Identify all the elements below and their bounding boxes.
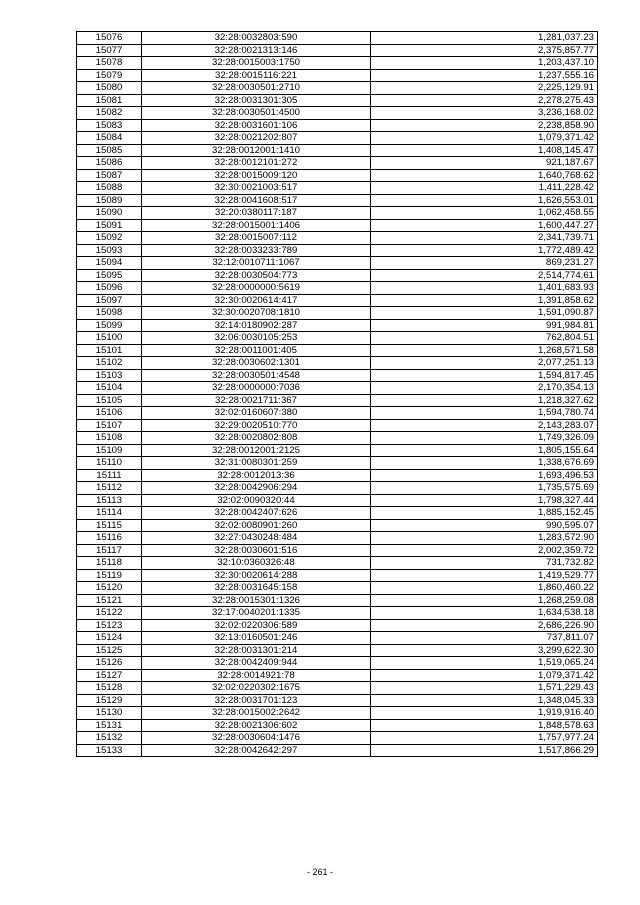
amount-cell: 2,170,354.13: [371, 382, 598, 395]
parcel-number-cell: 32:28:0021313:146: [142, 44, 371, 57]
table-row: [77, 544, 598, 557]
row-id-cell: 15093: [77, 244, 142, 257]
row-id-cell: 15087: [77, 169, 142, 182]
amount-cell: 1,348,045.33: [371, 694, 598, 707]
table-row: [77, 319, 598, 332]
table-row: [77, 269, 598, 282]
parcel-number-cell: 32:28:0012013:36: [142, 469, 371, 482]
row-id-cell: 15101: [77, 344, 142, 357]
row-id-cell: 15083: [77, 119, 142, 132]
row-id-cell: 15091: [77, 219, 142, 232]
amount-cell: 1,338,676.69: [371, 457, 598, 470]
amount-cell: 2,238,858.90: [371, 119, 598, 132]
table-row: [77, 582, 598, 595]
table-row: [77, 382, 598, 395]
row-id-cell: 15098: [77, 307, 142, 320]
row-id-cell: 15096: [77, 282, 142, 295]
table-row: [77, 369, 598, 382]
table-row: [77, 432, 598, 445]
parcel-number-cell: 32:28:0030501:2710: [142, 82, 371, 95]
parcel-number-cell: 32:28:0015002:2642: [142, 707, 371, 720]
row-id-cell: 15132: [77, 732, 142, 745]
parcel-number-cell: 32:28:0031301:305: [142, 94, 371, 107]
parcel-number-cell: 32:12:0010711:1067: [142, 257, 371, 270]
amount-cell: 1,594,817.45: [371, 369, 598, 382]
row-id-cell: 15123: [77, 619, 142, 632]
table-row: [77, 494, 598, 507]
parcel-number-cell: 32:20:0380117:187: [142, 207, 371, 220]
table-row: [77, 44, 598, 57]
amount-cell: 1,735,575.69: [371, 482, 598, 495]
amount-cell: 1,237,555.16: [371, 69, 598, 82]
amount-cell: 1,079,371.42: [371, 132, 598, 145]
amount-cell: 990,595.07: [371, 519, 598, 532]
amount-cell: 2,143,283.07: [371, 419, 598, 432]
row-id-cell: 15126: [77, 657, 142, 670]
table-row: [77, 257, 598, 270]
amount-cell: 1,519,065.24: [371, 657, 598, 670]
table-row: [77, 732, 598, 745]
ledger-table: [76, 31, 598, 757]
row-id-cell: 15108: [77, 432, 142, 445]
table-row: [77, 219, 598, 232]
parcel-number-cell: 32:28:0030504:773: [142, 269, 371, 282]
parcel-number-cell: 32:02:0090320:44: [142, 494, 371, 507]
amount-cell: 1,640,768.62: [371, 169, 598, 182]
parcel-number-cell: 32:30:0020708:1810: [142, 307, 371, 320]
amount-cell: 1,594,780.74: [371, 407, 598, 420]
row-id-cell: 15089: [77, 194, 142, 207]
amount-cell: 1,268,259.08: [371, 594, 598, 607]
amount-cell: 2,686,226.90: [371, 619, 598, 632]
parcel-number-cell: 32:28:0021306:602: [142, 719, 371, 732]
row-id-cell: 15111: [77, 469, 142, 482]
table-row: [77, 644, 598, 657]
parcel-number-cell: 32:28:0031701:123: [142, 694, 371, 707]
parcel-number-cell: 32:28:0015007:112: [142, 232, 371, 245]
parcel-number-cell: 32:28:0000000:5619: [142, 282, 371, 295]
amount-cell: 1,079,371.42: [371, 669, 598, 682]
table-row: [77, 169, 598, 182]
parcel-number-cell: 32:28:0012001:1410: [142, 144, 371, 157]
amount-cell: 1,749,326.09: [371, 432, 598, 445]
amount-cell: 1,798,327.44: [371, 494, 598, 507]
amount-cell: 1,517,866.29: [371, 744, 598, 757]
amount-cell: 1,772,489.42: [371, 244, 598, 257]
parcel-number-cell: 32:28:0015003:1750: [142, 57, 371, 70]
amount-cell: 1,571,229.43: [371, 682, 598, 695]
row-id-cell: 15103: [77, 369, 142, 382]
parcel-number-cell: 32:27:0430248:484: [142, 532, 371, 545]
row-id-cell: 15114: [77, 507, 142, 520]
amount-cell: 1,062,458.55: [371, 207, 598, 220]
parcel-number-cell: 32:28:0031601:106: [142, 119, 371, 132]
row-id-cell: 15094: [77, 257, 142, 270]
amount-cell: 1,757,977.24: [371, 732, 598, 745]
amount-cell: 1,919,916.40: [371, 707, 598, 720]
row-id-cell: 15118: [77, 557, 142, 570]
parcel-number-cell: 32:28:0030602:1301: [142, 357, 371, 370]
parcel-number-cell: 32:28:0000000:7036: [142, 382, 371, 395]
row-id-cell: 15078: [77, 57, 142, 70]
row-id-cell: 15085: [77, 144, 142, 157]
row-id-cell: 15088: [77, 182, 142, 195]
row-id-cell: 15086: [77, 157, 142, 170]
table-row: [77, 144, 598, 157]
amount-cell: 1,634,538.18: [371, 607, 598, 620]
row-id-cell: 15082: [77, 107, 142, 120]
table-row: [77, 507, 598, 520]
table-row: [77, 307, 598, 320]
table-row: [77, 519, 598, 532]
amount-cell: 2,278,275.43: [371, 94, 598, 107]
row-id-cell: 15127: [77, 669, 142, 682]
row-id-cell: 15129: [77, 694, 142, 707]
row-id-cell: 15104: [77, 382, 142, 395]
table-row: [77, 357, 598, 370]
parcel-number-cell: 32:28:0015009:120: [142, 169, 371, 182]
row-id-cell: 15095: [77, 269, 142, 282]
row-id-cell: 15130: [77, 707, 142, 720]
parcel-number-cell: 32:28:0012101:272: [142, 157, 371, 170]
table-row: [77, 594, 598, 607]
parcel-number-cell: 32:17:0040201:1335: [142, 607, 371, 620]
table-row: [77, 207, 598, 220]
parcel-number-cell: 32:28:0030501:4500: [142, 107, 371, 120]
row-id-cell: 15081: [77, 94, 142, 107]
row-id-cell: 15110: [77, 457, 142, 470]
amount-cell: 2,002,359.72: [371, 544, 598, 557]
row-id-cell: 15115: [77, 519, 142, 532]
table-row: [77, 82, 598, 95]
amount-cell: 1,281,037.23: [371, 32, 598, 45]
amount-cell: 2,375,857.77: [371, 44, 598, 57]
row-id-cell: 15107: [77, 419, 142, 432]
parcel-number-cell: 32:02:0080901:260: [142, 519, 371, 532]
parcel-number-cell: 32:28:0041608:517: [142, 194, 371, 207]
table-row: [77, 482, 598, 495]
parcel-number-cell: 32:28:0042906:294: [142, 482, 371, 495]
row-id-cell: 15116: [77, 532, 142, 545]
row-id-cell: 15117: [77, 544, 142, 557]
parcel-number-cell: 32:28:0021202:807: [142, 132, 371, 145]
amount-cell: 869,231.27: [371, 257, 598, 270]
page-number: - 261 -: [306, 867, 333, 877]
table-row: [77, 132, 598, 145]
amount-cell: 1,885,152.45: [371, 507, 598, 520]
row-id-cell: 15099: [77, 319, 142, 332]
row-id-cell: 15122: [77, 607, 142, 620]
row-id-cell: 15124: [77, 632, 142, 645]
table-row: [77, 332, 598, 345]
amount-cell: 1,591,090.87: [371, 307, 598, 320]
table-row: [77, 532, 598, 545]
parcel-number-cell: 32:28:0031301:214: [142, 644, 371, 657]
table-row: [77, 244, 598, 257]
table-row: [77, 344, 598, 357]
table-row: [77, 282, 598, 295]
row-id-cell: 15097: [77, 294, 142, 307]
amount-cell: 1,848,578.63: [371, 719, 598, 732]
table-row: [77, 419, 598, 432]
parcel-number-cell: 32:06:0030105:253: [142, 332, 371, 345]
table-row: [77, 407, 598, 420]
parcel-number-cell: 32:28:0012001:2125: [142, 444, 371, 457]
parcel-number-cell: 32:02:0220302:1675: [142, 682, 371, 695]
table-row: [77, 569, 598, 582]
row-id-cell: 15112: [77, 482, 142, 495]
table-row: [77, 32, 598, 45]
table-row: [77, 469, 598, 482]
parcel-number-cell: 32:30:0021003:517: [142, 182, 371, 195]
parcel-number-cell: 32:28:0030501:4548: [142, 369, 371, 382]
amount-cell: 1,626,553.01: [371, 194, 598, 207]
parcel-number-cell: 32:10:0360326:48: [142, 557, 371, 570]
table-row: [77, 619, 598, 632]
row-id-cell: 15128: [77, 682, 142, 695]
row-id-cell: 15079: [77, 69, 142, 82]
amount-cell: 3,299,622.30: [371, 644, 598, 657]
amount-cell: 1,268,571.58: [371, 344, 598, 357]
row-id-cell: 15076: [77, 32, 142, 45]
table-row: [77, 57, 598, 70]
table-row: [77, 194, 598, 207]
parcel-number-cell: 32:28:0030601:516: [142, 544, 371, 557]
amount-cell: 2,341,739.71: [371, 232, 598, 245]
amount-cell: 3,236,168.02: [371, 107, 598, 120]
amount-cell: 731,732.82: [371, 557, 598, 570]
amount-cell: 1,693,496.53: [371, 469, 598, 482]
table-row: [77, 69, 598, 82]
row-id-cell: 15106: [77, 407, 142, 420]
table-row: [77, 707, 598, 720]
parcel-number-cell: 32:28:0042407:626: [142, 507, 371, 520]
parcel-number-cell: 32:30:0020614:288: [142, 569, 371, 582]
amount-cell: 1,600,447.27: [371, 219, 598, 232]
row-id-cell: 15113: [77, 494, 142, 507]
amount-cell: 1,805,155.64: [371, 444, 598, 457]
parcel-number-cell: 32:28:0032803:590: [142, 32, 371, 45]
parcel-number-cell: 32:28:0015001:1406: [142, 219, 371, 232]
amount-cell: 2,077,251.13: [371, 357, 598, 370]
row-id-cell: 15121: [77, 594, 142, 607]
amount-cell: 991,984.81: [371, 319, 598, 332]
table-row: [77, 669, 598, 682]
amount-cell: 921,187.67: [371, 157, 598, 170]
row-id-cell: 15109: [77, 444, 142, 457]
amount-cell: 1,283,572.90: [371, 532, 598, 545]
row-id-cell: 15080: [77, 82, 142, 95]
table-row: [77, 719, 598, 732]
amount-cell: 1,411,228.42: [371, 182, 598, 195]
parcel-number-cell: 32:28:0015116:221: [142, 69, 371, 82]
amount-cell: 1,203,437.10: [371, 57, 598, 70]
amount-cell: 1,860,460.22: [371, 582, 598, 595]
amount-cell: 1,401,683.93: [371, 282, 598, 295]
amount-cell: 1,419,529.77: [371, 569, 598, 582]
table-row: [77, 457, 598, 470]
row-id-cell: 15133: [77, 744, 142, 757]
parcel-number-cell: 32:29:0020510:770: [142, 419, 371, 432]
table-row: [77, 232, 598, 245]
table-row: [77, 182, 598, 195]
parcel-number-cell: 32:13:0160501:246: [142, 632, 371, 645]
row-id-cell: 15100: [77, 332, 142, 345]
table-row: [77, 744, 598, 757]
parcel-number-cell: 32:28:0030604:1476: [142, 732, 371, 745]
parcel-number-cell: 32:28:0033233:789: [142, 244, 371, 257]
parcel-number-cell: 32:28:0021711:367: [142, 394, 371, 407]
table-row: [77, 682, 598, 695]
amount-cell: 1,218,327.62: [371, 394, 598, 407]
parcel-number-cell: 32:02:0220306:589: [142, 619, 371, 632]
row-id-cell: 15120: [77, 582, 142, 595]
table-row: [77, 657, 598, 670]
table-row: [77, 607, 598, 620]
table-row: [77, 94, 598, 107]
table-row: [77, 444, 598, 457]
table-row: [77, 157, 598, 170]
row-id-cell: 15131: [77, 719, 142, 732]
table-row: [77, 557, 598, 570]
parcel-number-cell: 32:28:0042642:297: [142, 744, 371, 757]
parcel-number-cell: 32:28:0011001:405: [142, 344, 371, 357]
amount-cell: 1,391,858.62: [371, 294, 598, 307]
parcel-number-cell: 32:14:0180902:287: [142, 319, 371, 332]
parcel-number-cell: 32:28:0015301:1326: [142, 594, 371, 607]
row-id-cell: 15084: [77, 132, 142, 145]
parcel-number-cell: 32:28:0014921:78: [142, 669, 371, 682]
amount-cell: 1,408,145.47: [371, 144, 598, 157]
parcel-number-cell: 32:31:0080301:259: [142, 457, 371, 470]
table-row: [77, 294, 598, 307]
row-id-cell: 15105: [77, 394, 142, 407]
amount-cell: 2,225,129.91: [371, 82, 598, 95]
parcel-number-cell: 32:28:0031645:158: [142, 582, 371, 595]
row-id-cell: 15119: [77, 569, 142, 582]
row-id-cell: 15092: [77, 232, 142, 245]
table-row: [77, 107, 598, 120]
row-id-cell: 15077: [77, 44, 142, 57]
table-row: [77, 632, 598, 645]
parcel-number-cell: 32:30:0020614:417: [142, 294, 371, 307]
table-row: [77, 694, 598, 707]
row-id-cell: 15125: [77, 644, 142, 657]
parcel-number-cell: 32:02:0160607:380: [142, 407, 371, 420]
amount-cell: 737,811.07: [371, 632, 598, 645]
parcel-number-cell: 32:28:0042409:944: [142, 657, 371, 670]
parcel-number-cell: 32:28:0020802:808: [142, 432, 371, 445]
table-row: [77, 119, 598, 132]
table-row: [77, 394, 598, 407]
amount-cell: 2,514,774.61: [371, 269, 598, 282]
row-id-cell: 15102: [77, 357, 142, 370]
ledger-table-body: [77, 32, 598, 757]
amount-cell: 762,804.51: [371, 332, 598, 345]
row-id-cell: 15090: [77, 207, 142, 220]
